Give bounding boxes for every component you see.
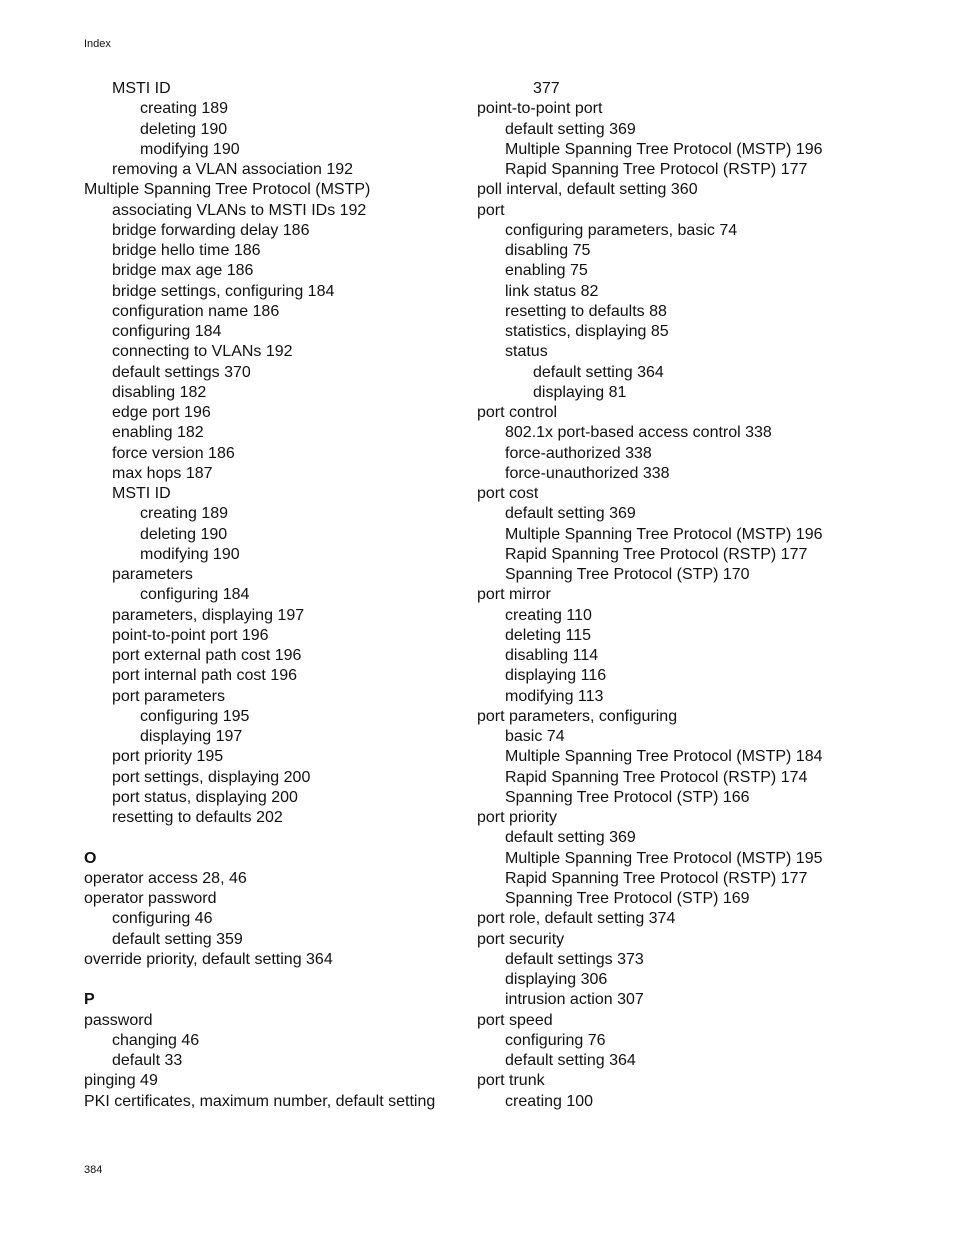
index-subentry: Spanning Tree Protocol (STP) 166 — [505, 788, 750, 806]
index-subentry: bridge max age 186 — [112, 262, 254, 280]
index-subentry: Rapid Spanning Tree Protocol (RSTP) 177 — [505, 545, 808, 563]
index-subentry: changing 46 — [112, 1031, 200, 1049]
index-subentry: configuring 46 — [112, 910, 213, 928]
index-subentry: modifying 113 — [505, 687, 604, 705]
index-subentry: Rapid Spanning Tree Protocol (RSTP) 174 — [505, 768, 808, 786]
index-subentry: default settings 370 — [112, 363, 251, 381]
index-subentry: creating 189 — [140, 100, 229, 118]
index-subentry: resetting to defaults 88 — [505, 302, 667, 320]
index-subentry: displaying 116 — [505, 667, 607, 685]
index-subentry: creating 189 — [140, 505, 229, 523]
index-subentry: configuring 184 — [140, 586, 250, 604]
index-entry: operator access 28, 46 — [84, 869, 247, 887]
index-subentry: Spanning Tree Protocol (STP) 170 — [505, 566, 750, 583]
index-subentry: status — [505, 343, 548, 361]
index-subentry: disabling 75 — [505, 242, 591, 259]
index-entry: port cost — [477, 485, 539, 502]
index-subentry: parameters, displaying 197 — [112, 606, 305, 624]
index-entry: password — [84, 1011, 153, 1029]
index-entry: operator password — [84, 890, 217, 907]
index-subentry: port status, displaying 200 — [112, 788, 298, 806]
index-entry: port speed — [477, 1011, 553, 1029]
index-subentry: deleting 115 — [505, 626, 591, 644]
index-subentry: enabling 75 — [505, 262, 588, 280]
index-subentry: modifying 190 — [140, 545, 240, 563]
index-subentry: displaying 81 — [533, 383, 627, 401]
index-subentry: Multiple Spanning Tree Protocol (MSTP) 196 — [505, 140, 823, 158]
index-subentry: 802.1x port-based access control 338 — [505, 424, 772, 442]
index-subentry: MSTI ID — [112, 80, 171, 97]
index-subentry: Multiple Spanning Tree Protocol (MSTP) 196 — [505, 525, 823, 543]
index-subentry: default setting 369 — [505, 120, 636, 138]
index-column-right — [477, 79, 857, 1112]
index-subentry: bridge hello time 186 — [112, 242, 261, 259]
index-subentry: edge port 196 — [112, 404, 211, 421]
index-subentry: disabling 114 — [505, 647, 599, 664]
index-subentry: port internal path cost 196 — [112, 667, 298, 685]
index-subentry: associating VLANs to MSTI IDs 192 — [112, 201, 367, 219]
index-subentry: configuration name 186 — [112, 302, 280, 320]
index-subentry: default setting 364 — [533, 363, 664, 381]
index-entry: port priority — [477, 809, 558, 826]
index-subentry: deleting 190 — [140, 525, 228, 543]
index-subentry: default 33 — [112, 1052, 183, 1069]
index-subentry: port settings, displaying 200 — [112, 768, 311, 786]
index-subentry: port parameters — [112, 687, 225, 705]
index-column-left — [84, 79, 464, 1112]
index-entry: port mirror — [477, 586, 551, 604]
index-entry: port control — [477, 404, 558, 421]
index-subentry: Multiple Spanning Tree Protocol (MSTP) 195 — [505, 849, 823, 867]
index-subentry: disabling 182 — [112, 383, 207, 401]
index-subentry: configuring 76 — [505, 1031, 606, 1049]
index-subentry: MSTI ID — [112, 485, 171, 502]
index-subentry: configuring parameters, basic 74 — [505, 221, 738, 239]
index-subentry: force version 186 — [112, 444, 235, 462]
index-subentry: Rapid Spanning Tree Protocol (RSTP) 177 — [505, 161, 808, 178]
index-entry: Multiple Spanning Tree Protocol (MSTP) — [84, 181, 371, 199]
section-letter: O — [84, 849, 97, 867]
index-subentry: intrusion action 307 — [505, 991, 644, 1009]
index-subentry: creating 100 — [505, 1092, 594, 1110]
section-gap — [84, 828, 464, 848]
index-subentry: connecting to VLANs 192 — [112, 343, 293, 361]
index-subentry: displaying 306 — [505, 971, 608, 988]
index-subentry: resetting to defaults 202 — [112, 809, 283, 826]
index-subentry: configuring 195 — [140, 707, 250, 725]
index-subentry: deleting 190 — [140, 120, 228, 138]
index-subentry: force-authorized 338 — [505, 444, 652, 462]
index-subentry: enabling 182 — [112, 424, 204, 442]
section-gap — [84, 970, 464, 990]
index-subentry: displaying 197 — [140, 728, 243, 745]
index-entry: port security — [477, 930, 565, 948]
index-entry: poll interval, default setting 360 — [477, 181, 698, 199]
index-subentry: 377 — [533, 80, 560, 97]
index-subentry: modifying 190 — [140, 140, 240, 158]
running-head: Index — [84, 38, 111, 50]
index-subentry: port priority 195 — [112, 748, 224, 766]
index-subentry: default setting 369 — [505, 505, 636, 523]
index-subentry: Spanning Tree Protocol (STP) 169 — [505, 890, 750, 907]
index-subentry: parameters — [112, 566, 193, 583]
index-subentry: Multiple Spanning Tree Protocol (MSTP) 184 — [505, 748, 823, 766]
index-entry: port role, default setting 374 — [477, 910, 676, 928]
index-entry: port — [477, 201, 505, 219]
section-letter: P — [84, 991, 95, 1009]
index-entry: override priority, default setting 364 — [84, 950, 333, 968]
index-subentry: link status 82 — [505, 282, 599, 300]
index-subentry: default setting 359 — [112, 930, 243, 948]
index-subentry: default setting 369 — [505, 829, 636, 847]
index-subentry: statistics, displaying 85 — [505, 323, 669, 340]
index-entry: PKI certificates, maximum number, default setting — [84, 1092, 436, 1110]
index-subentry: max hops 187 — [112, 464, 213, 482]
index-entry: port parameters, configuring — [477, 707, 678, 725]
index-subentry: port external path cost 196 — [112, 647, 302, 664]
index-subentry: bridge forwarding delay 186 — [112, 221, 310, 239]
index-subentry: force-unauthorized 338 — [505, 464, 670, 482]
index-subentry: default settings 373 — [505, 950, 644, 968]
index-subentry: removing a VLAN association 192 — [112, 161, 354, 178]
index-entry: point-to-point port — [477, 100, 603, 118]
index-subentry: default setting 364 — [505, 1052, 636, 1069]
page-number: 384 — [84, 1164, 103, 1176]
index-subentry: configuring 184 — [112, 323, 222, 340]
index-subentry: bridge settings, configuring 184 — [112, 282, 335, 300]
index-subentry: basic 74 — [505, 728, 565, 745]
index-entry: pinging 49 — [84, 1072, 158, 1090]
index-subentry: point-to-point port 196 — [112, 626, 269, 644]
index-subentry: Rapid Spanning Tree Protocol (RSTP) 177 — [505, 869, 808, 887]
index-entry: port trunk — [477, 1072, 545, 1090]
index-subentry: creating 110 — [505, 606, 592, 624]
